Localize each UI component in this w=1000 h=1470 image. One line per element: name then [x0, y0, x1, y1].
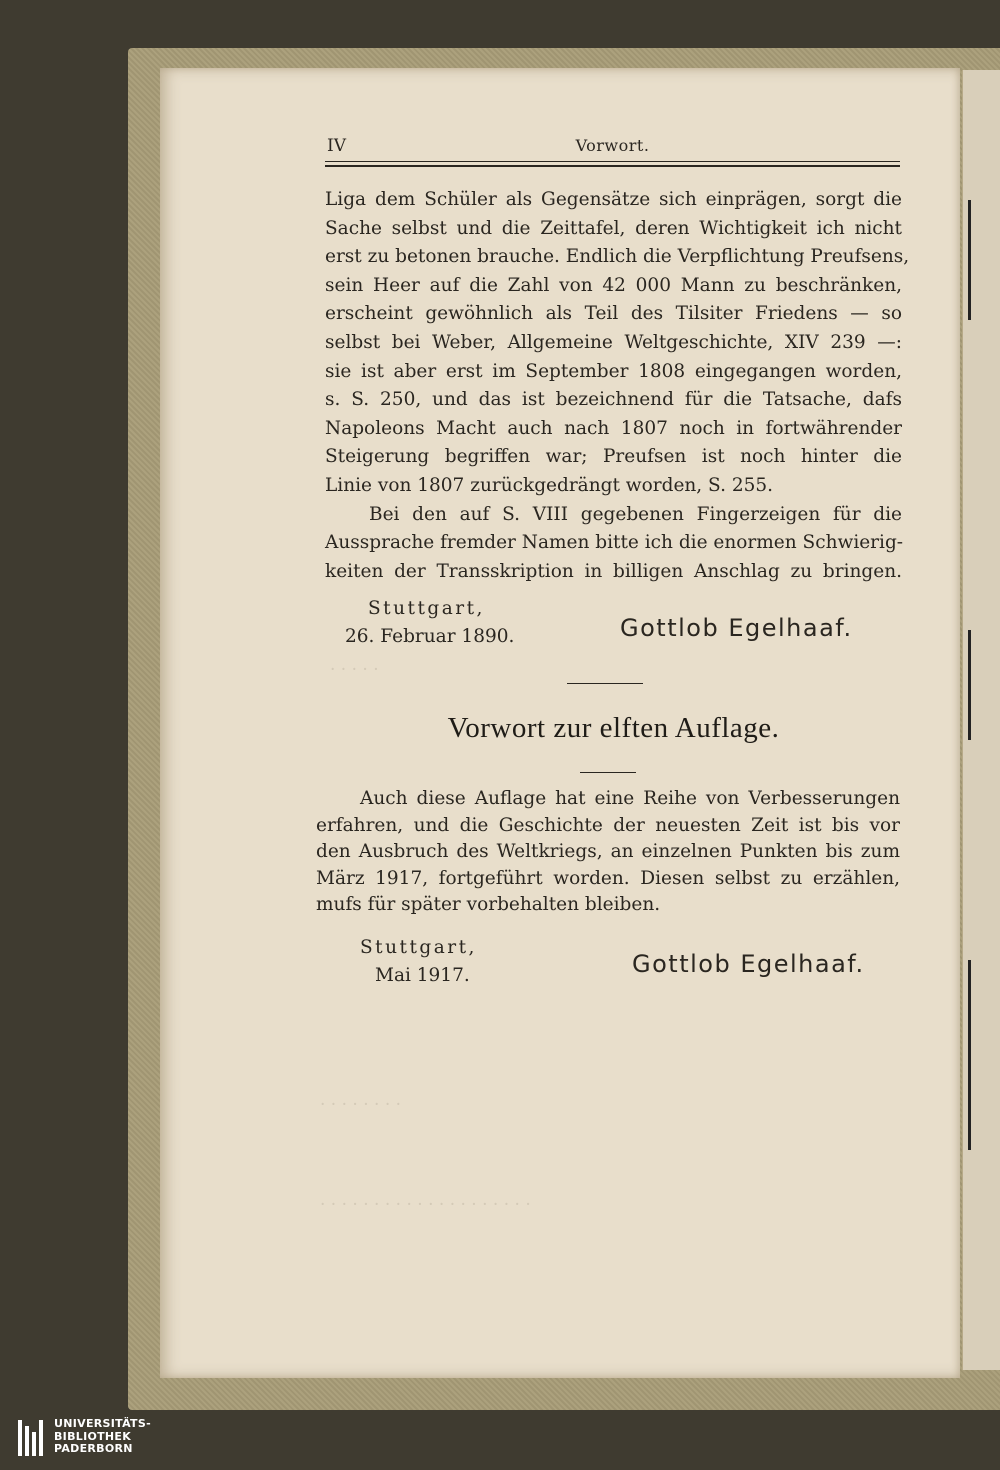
running-title: Vorwort. — [575, 136, 650, 155]
title-divider — [580, 772, 636, 773]
library-logo — [18, 1418, 178, 1458]
section-divider — [567, 683, 643, 684]
signature-place: Stuttgart, — [368, 598, 485, 619]
text-line: Linie von 1807 zurückgedrängt worden, S. 255. — [325, 474, 774, 496]
text-line: den Ausbruch des Weltkriegs, an einzelnen Punkten bis zum — [316, 841, 900, 862]
text-line: keiten der Transskription in billigen Anschlag zu bringen. — [325, 560, 902, 582]
text-line: Liga dem Schüler als Gegensätze sich einprägen, sorgt die — [325, 189, 902, 210]
text-line: selbst bei Weber, Allgemeine Weltgeschichte, XIV 239 —: — [325, 331, 902, 353]
bleed-through: · · · · · · · · — [320, 1095, 402, 1115]
page-number: IV — [327, 136, 346, 156]
text-line: erfahren, und die Geschichte der neuesten Zeit ist bis vor — [316, 814, 900, 836]
eleventh-edition-preface — [316, 786, 900, 919]
library-logo-line: PADERBORN — [54, 1442, 133, 1455]
text-line: sein Heer auf die Zahl von 42 000 Mann zu beschränken, — [325, 274, 902, 296]
signature-date: Mai 1917. — [375, 965, 470, 986]
head-rule-thick — [325, 165, 900, 167]
head-rule — [325, 161, 900, 162]
text-line: Napoleons Macht auch nach 1807 noch in fortwährender — [325, 417, 902, 439]
library-logo-line: BIBLIOTHEK — [54, 1429, 132, 1443]
text-line: Aussprache fremder Namen bitte ich die enormen Schwierig- — [325, 532, 904, 554]
signature-name: Gottlob Egelhaaf. — [632, 950, 865, 978]
text-line: s. S. 250, und das ist bezeichnend für die Tatsache, dafs — [325, 389, 902, 411]
signature-place: Stuttgart, — [360, 937, 477, 958]
text-line: Sache selbst und die Zeittafel, deren Wichtigkeit ich nicht — [325, 217, 902, 239]
text-line: erst zu betonen brauche. Endlich die Verpflichtung Preufsens, — [325, 246, 910, 268]
preface-continuation — [325, 186, 910, 586]
section-title: Vorwort zur elften Auflage. — [447, 712, 780, 744]
signature-name: Gottlob Egelhaaf. — [620, 614, 853, 642]
next-page-edge — [962, 70, 1000, 1370]
bleed-through: · · · · · — [330, 660, 379, 680]
text-line: Auch diese Auflage hat eine Reihe von Verbesserungen — [360, 788, 900, 809]
text-line: Steigerung begriffen war; Preufsen ist noch hinter die — [325, 446, 902, 468]
text-line: Bei den auf S. VIII gegebenen Fingerzeigen für die — [369, 503, 902, 525]
text-line: März 1917, fortgeführt worden. Diesen selbst zu erzählen, — [316, 867, 900, 889]
text-line: sie ist aber erst im September 1808 eingegangen worden, — [325, 360, 902, 382]
library-logo-line: UNIVERSITÄTS- — [54, 1417, 151, 1430]
bleed-through: · · · · · · · · · · · · · · · · · · · · — [320, 1195, 531, 1215]
text-line: erscheint gewöhnlich als Teil des Tilsiter Friedens — so — [325, 303, 902, 325]
running-head — [325, 132, 900, 162]
text-line: mufs für später vorbehalten bleiben. — [316, 894, 661, 915]
signature-date: 26. Februar 1890. — [345, 626, 515, 647]
